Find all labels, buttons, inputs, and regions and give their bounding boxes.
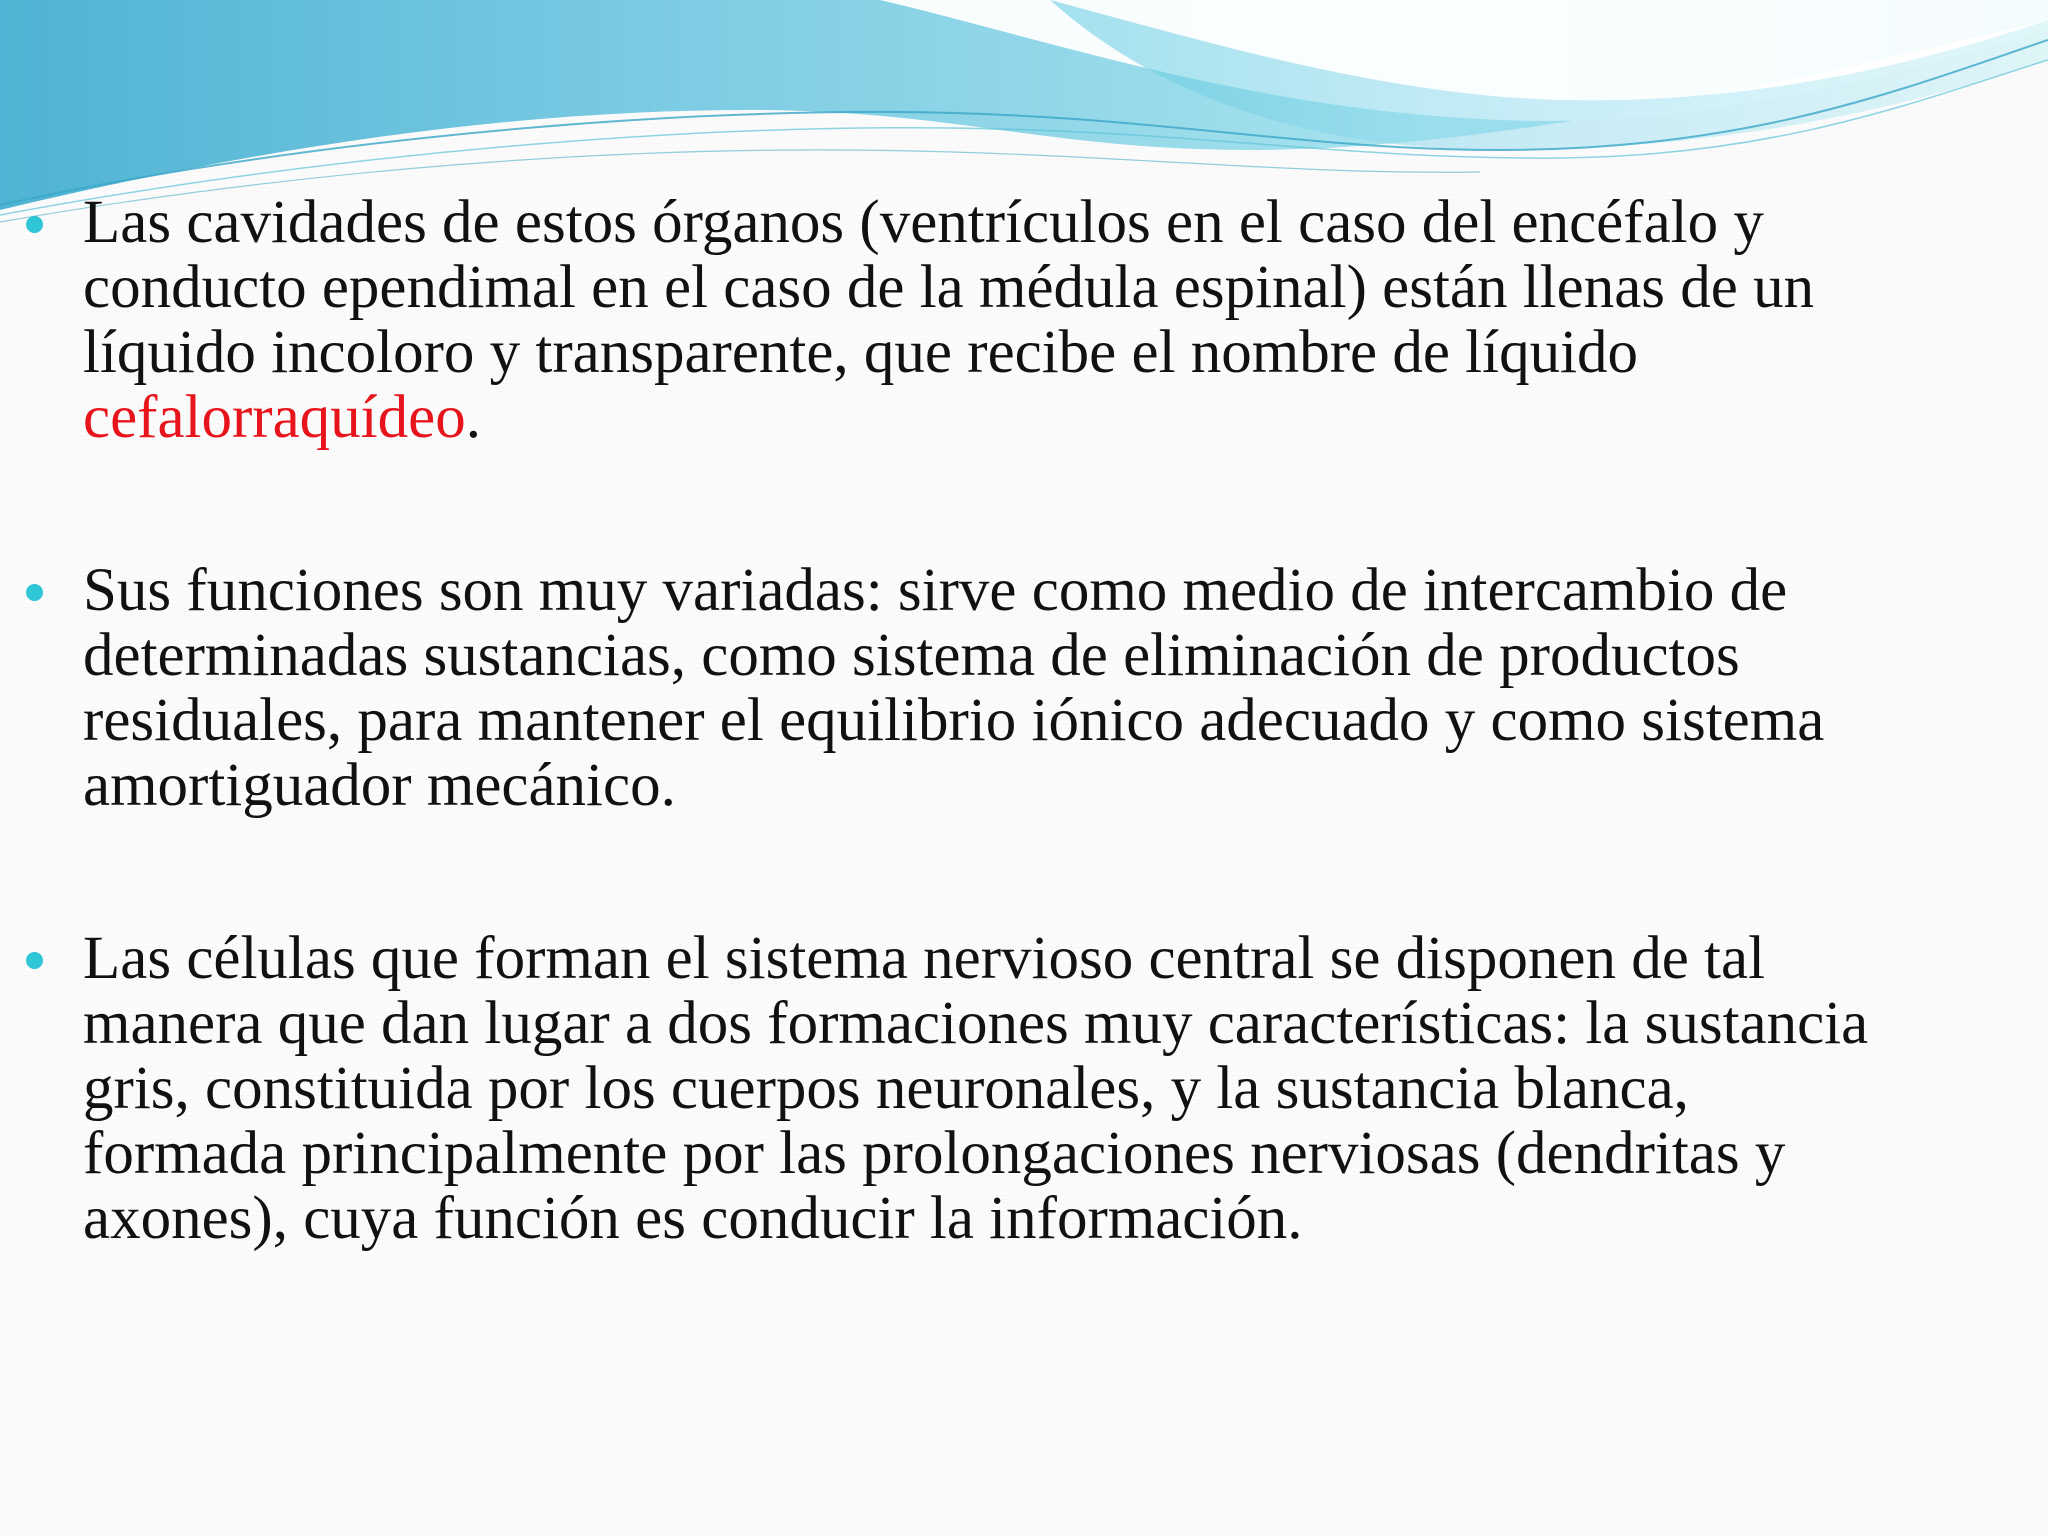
bullet-text-1: Las cavidades de estos órganos (ventrículos en el caso del encéfalo y conducto ependimal en el caso de la médula espinal) están llenas de un líquido incoloro y transparente, que recibe el nombre de líquido — [83, 189, 1815, 386]
highlight-term: cefalorraquídeo — [83, 384, 466, 451]
slide-content — [20, 190, 1880, 1251]
bullet-item-2 — [20, 558, 1880, 818]
bullet-dot-icon — [26, 216, 43, 233]
bullet-dot-icon — [26, 584, 43, 601]
bullet-item-1 — [20, 190, 1880, 450]
bullet-dot-icon — [26, 952, 43, 969]
bullet-item-3 — [20, 926, 1880, 1251]
bullet-text-1-end: . — [465, 384, 481, 451]
bullet-text-3: Las células que forman el sistema nervioso central se disponen de tal manera que dan lugar a dos formaciones muy características: la sustancia gris, constituida por los cuerpos neuronales, y la sustancia blanca, formada principalmente por las prolongaciones nerviosas (dendritas y axones), cuya función es conducir la información. — [83, 925, 1869, 1252]
bullet-text-2: Sus funciones son muy variadas: sirve como medio de intercambio de determinadas sustancias, como sistema de eliminación de productos residuales, para mantener el equilibrio iónico adecuado y como sistema amortiguador mecánico. — [83, 557, 1825, 819]
